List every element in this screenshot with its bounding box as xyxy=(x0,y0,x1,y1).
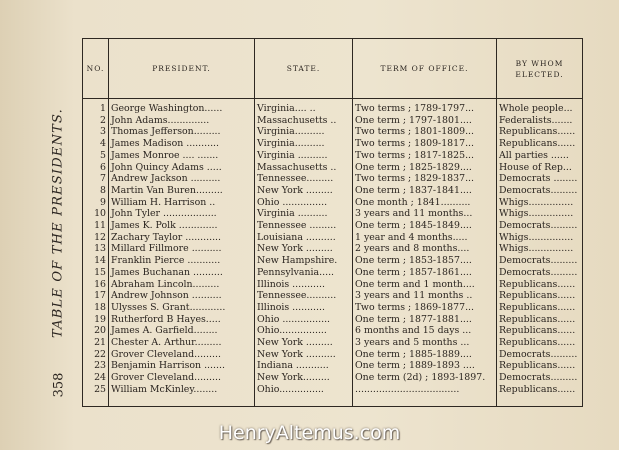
cell-no: 25 xyxy=(83,384,109,406)
cell-president: Martin Van Buren......... xyxy=(109,185,255,197)
cell-president: Franklin Pierce ........... xyxy=(109,255,255,267)
header-term: TERM OF OFFICE. xyxy=(353,39,497,99)
cell-no: 14 xyxy=(83,255,109,267)
cell-state: Virginia.... .. xyxy=(255,99,353,115)
cell-term: One term ; 1837-1841.... xyxy=(353,185,497,197)
cell-president: William H. Harrison .. xyxy=(109,197,255,209)
cell-no: 18 xyxy=(83,302,109,314)
table-row xyxy=(83,243,583,255)
cell-state: Virginia .......... xyxy=(255,150,353,162)
cell-no: 22 xyxy=(83,349,109,361)
cell-no: 24 xyxy=(83,372,109,384)
table-row xyxy=(83,220,583,232)
table-row xyxy=(83,267,583,279)
cell-elected-by: Republicans...... xyxy=(497,279,583,291)
cell-term: 3 years and 11 months... xyxy=(353,208,497,220)
cell-no: 8 xyxy=(83,185,109,197)
cell-state: Ohio................ xyxy=(255,325,353,337)
cell-president: Andrew Johnson .......... xyxy=(109,290,255,302)
cell-elected-by: Republicans...... xyxy=(497,384,583,406)
cell-elected-by: Republicans...... xyxy=(497,290,583,302)
table-row xyxy=(83,290,583,302)
cell-president: Zachary Taylor ............ xyxy=(109,232,255,244)
cell-elected-by: Democrats......... xyxy=(497,255,583,267)
cell-elected-by: Republicans...... xyxy=(497,325,583,337)
cell-state: Louisiana .......... xyxy=(255,232,353,244)
cell-state: Tennessee.......... xyxy=(255,290,353,302)
cell-term: One term ; 1877-1881.... xyxy=(353,314,497,326)
cell-term: One term (2d) ; 1893-1897. xyxy=(353,372,497,384)
table-row xyxy=(83,337,583,349)
cell-term: 1 year and 4 months..... xyxy=(353,232,497,244)
table-row xyxy=(83,232,583,244)
cell-no: 23 xyxy=(83,360,109,372)
cell-no: 15 xyxy=(83,267,109,279)
cell-elected-by: Republicans...... xyxy=(497,360,583,372)
cell-no: 5 xyxy=(83,150,109,162)
cell-no: 1 xyxy=(83,99,109,115)
cell-state: Tennessee......... xyxy=(255,173,353,185)
cell-no: 21 xyxy=(83,337,109,349)
cell-elected-by: Democrats......... xyxy=(497,349,583,361)
cell-no: 6 xyxy=(83,162,109,174)
cell-no: 12 xyxy=(83,232,109,244)
cell-state: Virginia.......... xyxy=(255,126,353,138)
cell-term: 2 years and 8 months.... xyxy=(353,243,497,255)
cell-president: John Quincy Adams ..... xyxy=(109,162,255,174)
cell-elected-by: House of Rep... xyxy=(497,162,583,174)
cell-president: John Tyler .................. xyxy=(109,208,255,220)
cell-state: Massachusetts .. xyxy=(255,162,353,174)
table-row xyxy=(83,126,583,138)
cell-president: William McKinley........ xyxy=(109,384,255,406)
cell-term: Two terms ; 1801-1809... xyxy=(353,126,497,138)
cell-term: One term and 1 month.... xyxy=(353,279,497,291)
cell-state: Illinois ........... xyxy=(255,279,353,291)
side-title xyxy=(47,108,69,338)
cell-state: Ohio ................ xyxy=(255,314,353,326)
table-row xyxy=(83,384,583,406)
watermark: HenryAltemus.com xyxy=(218,422,401,444)
cell-elected-by: Republicans...... xyxy=(497,302,583,314)
cell-term: Two terms ; 1809-1817... xyxy=(353,138,497,150)
cell-elected-by: Republicans...... xyxy=(497,314,583,326)
cell-term: Two terms ; 1789-1797... xyxy=(353,99,497,115)
cell-president: Benjamin Harrison ....... xyxy=(109,360,255,372)
cell-term: 6 months and 15 days ... xyxy=(353,325,497,337)
cell-elected-by: Democrats......... xyxy=(497,220,583,232)
table-row xyxy=(83,99,583,115)
cell-term: One term ; 1885-1889.... xyxy=(353,349,497,361)
header-no: NO. xyxy=(83,39,109,99)
cell-state: Virginia .......... xyxy=(255,208,353,220)
cell-no: 7 xyxy=(83,173,109,185)
table-row xyxy=(83,255,583,267)
side-title-text: TABLE OF THE PRESIDENTS. xyxy=(50,108,66,338)
cell-no: 10 xyxy=(83,208,109,220)
cell-elected-by: Republicans...... xyxy=(497,337,583,349)
table-body xyxy=(83,99,583,407)
table-header-row xyxy=(83,39,583,99)
cell-term: One term ; 1797-1801.... xyxy=(353,115,497,127)
cell-state: Indiana ........... xyxy=(255,360,353,372)
cell-elected-by: Whigs............... xyxy=(497,197,583,209)
header-president: PRESIDENT. xyxy=(109,39,255,99)
cell-state: Ohio............... xyxy=(255,384,353,406)
cell-president: John Adams.............. xyxy=(109,115,255,127)
cell-term: Two terms ; 1869-1877... xyxy=(353,302,497,314)
table-row xyxy=(83,150,583,162)
cell-no: 17 xyxy=(83,290,109,302)
cell-president: Grover Cleveland......... xyxy=(109,349,255,361)
cell-state: New York ......... xyxy=(255,243,353,255)
cell-term: One term ; 1857-1861.... xyxy=(353,267,497,279)
cell-elected-by: Whigs............... xyxy=(497,243,583,255)
table-row xyxy=(83,197,583,209)
cell-state: New York .......... xyxy=(255,349,353,361)
cell-president: Chester A. Arthur......... xyxy=(109,337,255,349)
cell-president: Andrew Jackson .......... xyxy=(109,173,255,185)
header-state: STATE. xyxy=(255,39,353,99)
page-number-text: 358 xyxy=(51,372,67,398)
cell-state: Massachusetts .. xyxy=(255,115,353,127)
table-row xyxy=(83,115,583,127)
table-row xyxy=(83,349,583,361)
cell-state: New York......... xyxy=(255,372,353,384)
cell-president: George Washington...... xyxy=(109,99,255,115)
cell-no: 16 xyxy=(83,279,109,291)
cell-term: One term ; 1825-1829.... xyxy=(353,162,497,174)
cell-elected-by: Democrats ........ xyxy=(497,173,583,185)
cell-president: James Monroe .... ....... xyxy=(109,150,255,162)
cell-term: 3 years and 5 months ... xyxy=(353,337,497,349)
cell-president: Grover Cleveland......... xyxy=(109,372,255,384)
cell-term: One term ; 1889-1893 .... xyxy=(353,360,497,372)
table-row xyxy=(83,162,583,174)
cell-elected-by: All parties ...... xyxy=(497,150,583,162)
table-row xyxy=(83,279,583,291)
cell-state: Pennsylvania..... xyxy=(255,267,353,279)
cell-state: New York ......... xyxy=(255,337,353,349)
cell-term: 3 years and 11 months .. xyxy=(353,290,497,302)
cell-state: Virginia.......... xyxy=(255,138,353,150)
cell-elected-by: Federalists....... xyxy=(497,115,583,127)
cell-elected-by: Whigs............... xyxy=(497,208,583,220)
cell-term: One month ; 1841.......... xyxy=(353,197,497,209)
cell-no: 4 xyxy=(83,138,109,150)
cell-no: 11 xyxy=(83,220,109,232)
cell-president: James Madison ........... xyxy=(109,138,255,150)
cell-state: Tennessee ......... xyxy=(255,220,353,232)
cell-president: Abraham Lincoln......... xyxy=(109,279,255,291)
cell-elected-by: Democrats......... xyxy=(497,372,583,384)
cell-president: Millard Fillmore .......... xyxy=(109,243,255,255)
page-number xyxy=(50,370,68,400)
cell-no: 19 xyxy=(83,314,109,326)
cell-term: ................................... xyxy=(353,384,497,406)
table-row xyxy=(83,208,583,220)
cell-president: Ulysses S. Grant............ xyxy=(109,302,255,314)
table-row xyxy=(83,360,583,372)
table-row xyxy=(83,314,583,326)
table-row xyxy=(83,138,583,150)
cell-elected-by: Whole people... xyxy=(497,99,583,115)
header-elected-by: BY WHOM ELECTED. xyxy=(497,39,583,99)
presidents-table xyxy=(82,38,583,407)
table-row xyxy=(83,302,583,314)
cell-state: Illinois ........... xyxy=(255,302,353,314)
cell-president: James Buchanan .......... xyxy=(109,267,255,279)
cell-no: 20 xyxy=(83,325,109,337)
cell-elected-by: Republicans...... xyxy=(497,138,583,150)
cell-no: 2 xyxy=(83,115,109,127)
cell-president: James A. Garfield........ xyxy=(109,325,255,337)
cell-president: Thomas Jefferson......... xyxy=(109,126,255,138)
table-row xyxy=(83,325,583,337)
cell-president: Rutherford B Hayes..... xyxy=(109,314,255,326)
cell-state: Ohio ............... xyxy=(255,197,353,209)
cell-state: New York ......... xyxy=(255,185,353,197)
cell-term: One term ; 1845-1849.... xyxy=(353,220,497,232)
cell-elected-by: Democrats......... xyxy=(497,185,583,197)
cell-no: 9 xyxy=(83,197,109,209)
table-row xyxy=(83,173,583,185)
cell-elected-by: Whigs............... xyxy=(497,232,583,244)
cell-no: 13 xyxy=(83,243,109,255)
cell-elected-by: Republicans...... xyxy=(497,126,583,138)
cell-term: Two terms ; 1829-1837... xyxy=(353,173,497,185)
table-row xyxy=(83,372,583,384)
cell-no: 3 xyxy=(83,126,109,138)
cell-state: New Hampshire. xyxy=(255,255,353,267)
cell-term: Two terms ; 1817-1825... xyxy=(353,150,497,162)
cell-president: James K. Polk ............. xyxy=(109,220,255,232)
table-row xyxy=(83,185,583,197)
cell-term: One term ; 1853-1857.... xyxy=(353,255,497,267)
cell-elected-by: Democrats......... xyxy=(497,267,583,279)
